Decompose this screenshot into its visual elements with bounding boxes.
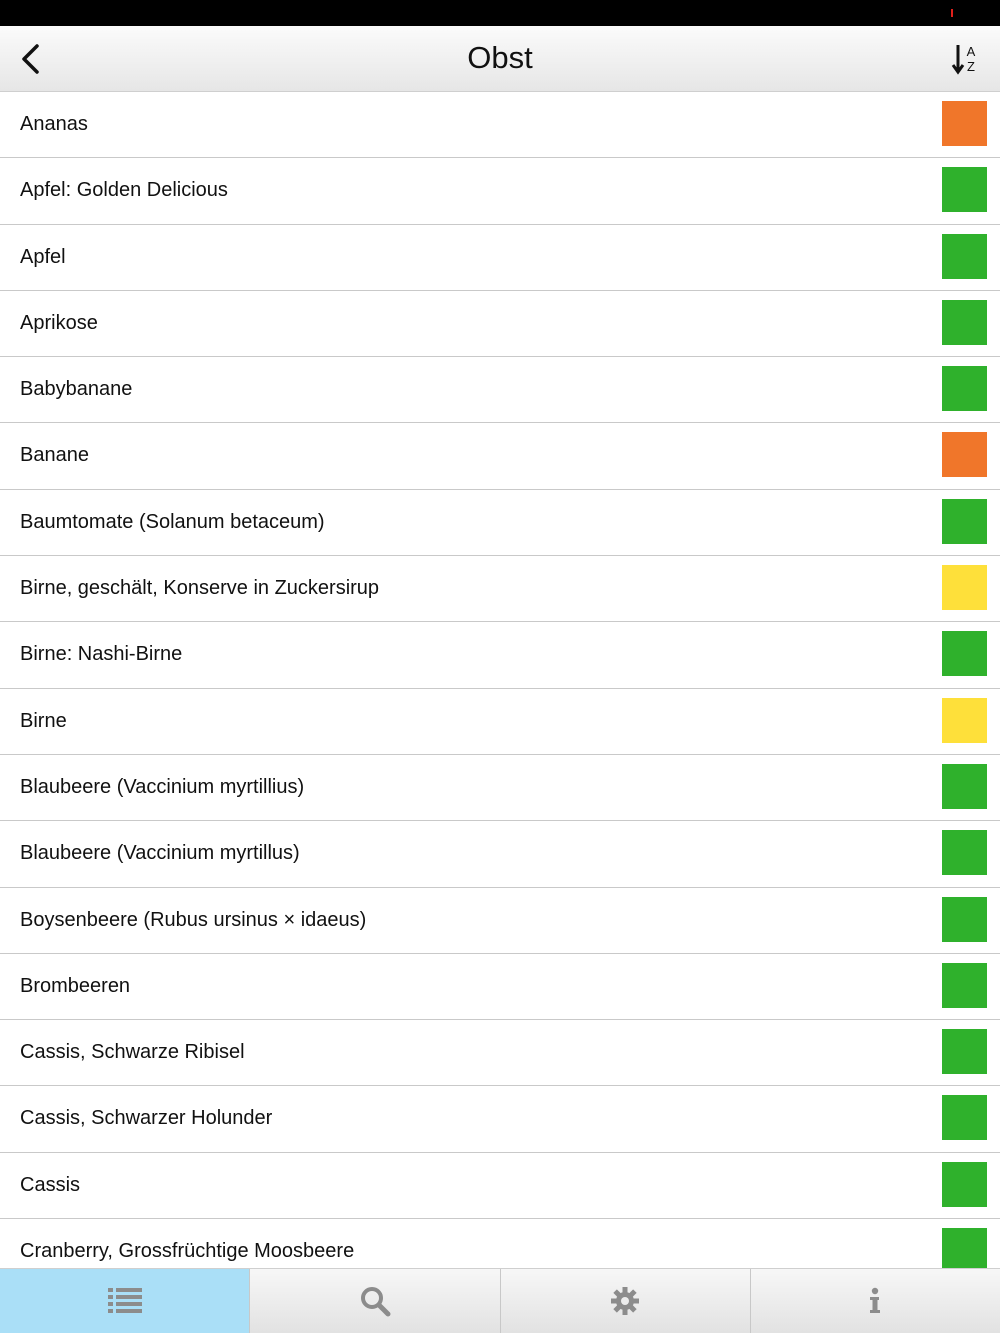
list-item[interactable] [0,1020,1000,1086]
list-item[interactable] [0,490,1000,556]
page-title: Obst [467,40,533,75]
tab-list[interactable] [0,1269,249,1333]
status-indicator [942,101,987,146]
list-item-label: Birne: Nashi-Birne [20,643,183,666]
list-item-label: Birne, geschält, Konserve in Zuckersirup [20,577,380,600]
status-indicator [942,1095,987,1140]
status-indicator [942,565,987,610]
sort-glyph-z: Z [967,59,975,74]
status-indicator [942,432,987,477]
sort-glyph-a: A [966,44,976,59]
tab-bar [0,1268,1000,1333]
list-item-label: Boysenbeere (Rubus ursinus × idaeus) [20,908,367,931]
fruit-list[interactable] [0,92,1000,1268]
list-item[interactable] [0,556,1000,622]
status-indicator [942,1228,987,1268]
status-indicator [942,1162,987,1207]
status-bar [0,0,1000,26]
sort-button[interactable] [946,38,986,80]
battery-indicator [951,9,953,17]
info-icon [868,1287,882,1315]
list-item-label: Brombeeren [20,974,131,997]
status-indicator [942,167,987,212]
status-indicator [942,830,987,875]
list-item[interactable] [0,92,1000,158]
list-item-label: Apfel: Golden Delicious [20,179,228,202]
list-item[interactable] [0,291,1000,357]
search-icon [359,1285,391,1317]
list-item-label: Cassis [20,1173,81,1196]
list-item-label: Birne [20,709,67,732]
list-item-label: Ananas [20,113,88,135]
status-indicator [942,300,987,345]
status-indicator [942,631,987,676]
list-item-label: Cassis, Schwarze Ribisel [20,1041,245,1064]
list-item[interactable] [0,888,1000,954]
status-indicator [942,698,987,743]
status-indicator [942,963,987,1008]
list-item-label: Apfel [20,245,66,268]
list-item[interactable] [0,622,1000,688]
list-item[interactable] [0,1153,1000,1219]
list-item[interactable] [0,689,1000,755]
list-item-label: Banane [20,444,89,467]
gear-icon [610,1286,640,1316]
tab-search[interactable] [249,1269,499,1333]
list-item[interactable] [0,755,1000,821]
status-indicator [942,764,987,809]
list-item-label: Blaubeere (Vaccinium myrtillius) [20,775,305,798]
navigation-bar [0,26,1000,92]
list-item[interactable] [0,1219,1000,1268]
tab-info[interactable] [750,1269,1000,1333]
status-indicator [942,897,987,942]
list-item-label: Aprikose [20,311,98,334]
chevron-left-icon [19,42,43,76]
status-indicator [942,234,987,279]
list-item[interactable] [0,954,1000,1020]
status-indicator [942,499,987,544]
status-indicator [942,366,987,411]
list-item[interactable] [0,1086,1000,1152]
list-item-label: Cranberry, Grossfrüchtige Moosbeere [20,1240,355,1263]
list-icon [107,1286,143,1316]
list-item[interactable] [0,423,1000,489]
back-button[interactable] [10,38,52,80]
status-indicator [942,1029,987,1074]
list-item-label: Babybanane [20,378,133,401]
list-item-label: Cassis, Schwarzer Holunder [20,1107,273,1130]
sort-alpha-icon [951,43,981,75]
list-item[interactable] [0,158,1000,224]
tab-settings[interactable] [500,1269,750,1333]
list-item[interactable] [0,357,1000,423]
list-item-label: Baumtomate (Solanum betaceum) [20,510,325,533]
list-item[interactable] [0,821,1000,887]
list-item-label: Blaubeere (Vaccinium myrtillus) [20,842,300,865]
list-item[interactable] [0,225,1000,291]
